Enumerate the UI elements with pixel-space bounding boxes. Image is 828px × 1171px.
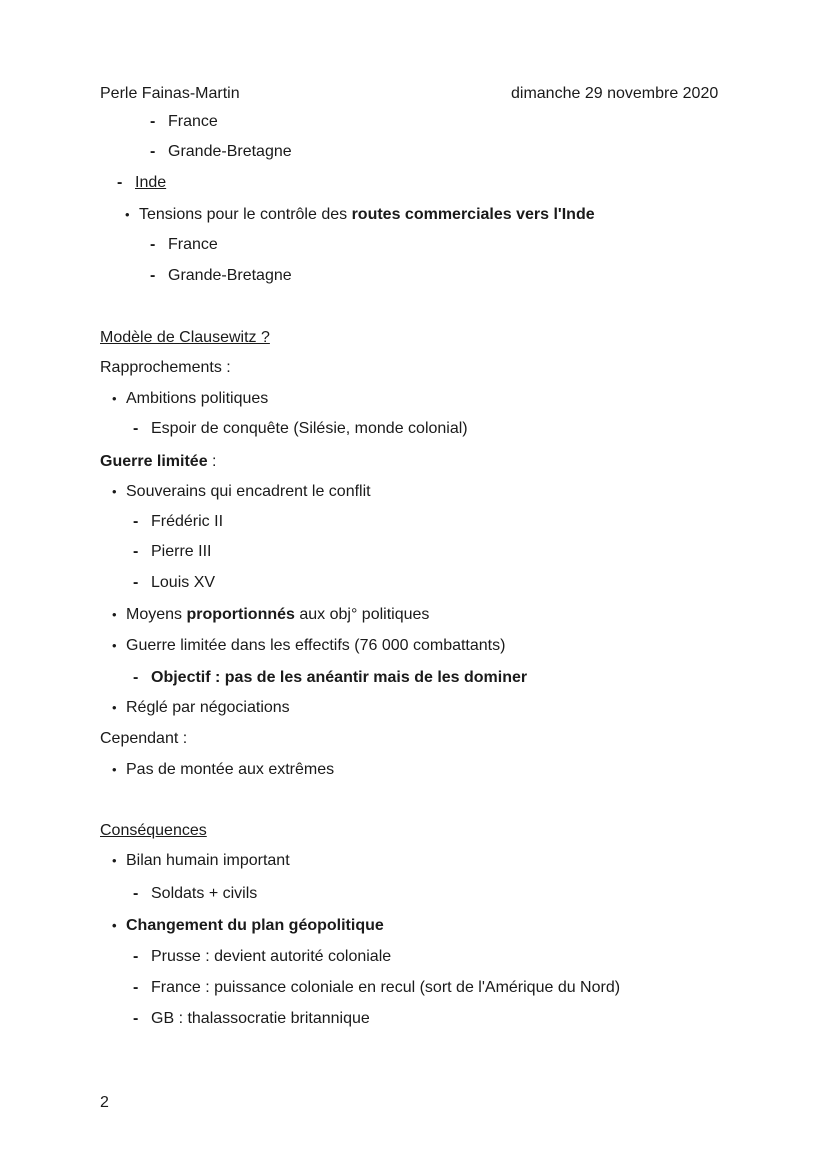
list-item: - France : puissance coloniale en recul (sort de l'Amérique du Nord)	[133, 979, 621, 996]
dash-marker: -	[150, 236, 156, 253]
dash-marker: -	[133, 669, 139, 686]
bullet-marker: •	[125, 207, 130, 222]
list-item: • Changement du plan géopolitique	[112, 917, 384, 934]
subheading-guerre-limitee: Guerre limitée :	[100, 453, 217, 470]
list-item: - Pierre III	[133, 543, 212, 560]
list-item: - Espoir de conquête (Silésie, monde colonial)	[133, 420, 468, 437]
list-item: - Grande-Bretagne	[150, 143, 292, 160]
dash-marker: -	[133, 885, 139, 902]
subheading-cependant: Cependant :	[100, 730, 188, 747]
dash-marker: -	[133, 574, 139, 591]
dash-marker: -	[133, 420, 139, 437]
list-item: - Inde	[117, 174, 167, 191]
list-item: - Objectif : pas de les anéantir mais de les dominer	[133, 669, 528, 686]
list-item: - Frédéric II	[133, 513, 224, 530]
dash-marker: -	[133, 979, 139, 996]
list-item: • Ambitions politiques	[112, 390, 269, 407]
dash-marker: -	[133, 513, 139, 530]
list-item: - Prusse : devient autorité coloniale	[133, 948, 392, 965]
list-item: - France	[150, 236, 218, 253]
subheading-rapprochements: Rapprochements :	[100, 359, 231, 376]
bullet-marker: •	[112, 918, 117, 933]
header-author: Perle Fainas-Martin	[100, 85, 240, 102]
dash-marker: -	[150, 143, 156, 160]
bullet-marker: •	[112, 762, 117, 777]
dash-marker: -	[150, 267, 156, 284]
bullet-marker: •	[112, 700, 117, 715]
header-date: dimanche 29 novembre 2020	[511, 85, 719, 102]
section-title-consequences: Conséquences	[100, 822, 207, 839]
dash-marker: -	[133, 948, 139, 965]
section-title-clausewitz: Modèle de Clausewitz ?	[100, 329, 270, 346]
list-item: - Louis XV	[133, 574, 216, 591]
bullet-marker: •	[112, 391, 117, 406]
dash-marker: -	[117, 174, 123, 191]
list-item: • Pas de montée aux extrêmes	[112, 761, 335, 778]
bullet-marker: •	[112, 638, 117, 653]
dash-marker: -	[133, 543, 139, 560]
list-item: - Grande-Bretagne	[150, 267, 292, 284]
list-item: • Moyens proportionnés aux obj° politiques	[112, 606, 430, 623]
page-number: 2	[100, 1094, 109, 1111]
bullet-marker: •	[112, 484, 117, 499]
list-item: • Réglé par négociations	[112, 699, 290, 716]
list-item: • Tensions pour le contrôle des routes commerciales vers l'Inde	[125, 206, 595, 223]
list-item: - France	[150, 113, 218, 130]
dash-marker: -	[133, 1010, 139, 1027]
list-item: - Soldats + civils	[133, 885, 258, 902]
dash-marker: -	[150, 113, 156, 130]
list-item: - GB : thalassocratie britannique	[133, 1010, 370, 1027]
bullet-marker: •	[112, 853, 117, 868]
list-item: • Bilan humain important	[112, 852, 290, 869]
bullet-marker: •	[112, 607, 117, 622]
list-item: • Guerre limitée dans les effectifs (76 000 combattants)	[112, 637, 506, 654]
list-item: • Souverains qui encadrent le conflit	[112, 483, 371, 500]
